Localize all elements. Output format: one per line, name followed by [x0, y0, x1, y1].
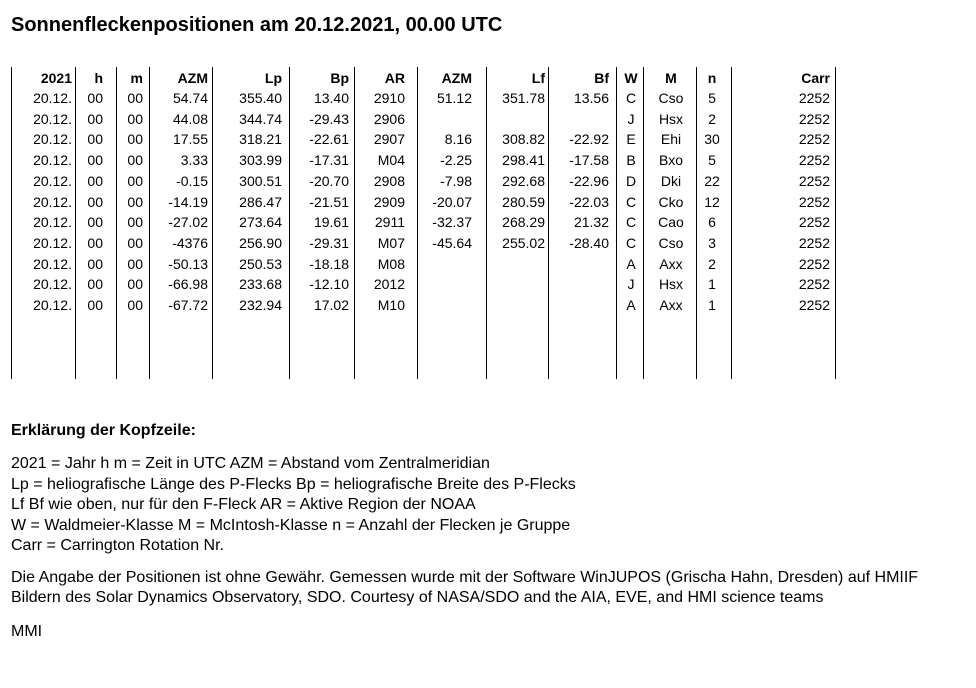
table-cell: 17.55: [172, 131, 208, 148]
table-cell: 286.47: [239, 193, 282, 210]
table-cell: B: [626, 152, 636, 169]
table-cell: M08: [377, 255, 405, 272]
table-cell: 250.53: [239, 255, 282, 272]
table-cell: 1: [708, 276, 716, 293]
table-row: [10, 274, 840, 295]
table-cell: M10: [377, 297, 405, 313]
table-cell: 20.12.: [33, 152, 72, 169]
table-cell: 00: [87, 152, 103, 169]
table-cell: -67.72: [168, 297, 208, 313]
table-cell: 51.12: [436, 90, 472, 106]
table-cell: -17.58: [569, 152, 609, 169]
table-cell: 00: [127, 234, 143, 251]
table-cell: 30: [704, 131, 720, 148]
column-header: AZM: [441, 70, 472, 86]
table-cell: 00: [87, 234, 103, 251]
table-cell: 255.02: [502, 234, 545, 251]
table-cell: 268.29: [502, 214, 545, 231]
table-cell: 2: [708, 255, 716, 272]
table-cell: 8.16: [444, 131, 472, 148]
table-cell: -29.31: [309, 234, 349, 251]
explanation-line: Carr = Carrington Rotation Nr.: [11, 537, 224, 554]
table-cell: [412, 254, 472, 275]
table-cell: [550, 274, 609, 295]
table-cell: 3: [708, 234, 716, 251]
table-cell: 300.51: [239, 172, 282, 189]
table-cell: [550, 109, 609, 130]
explanation-line: Lp = heliografische Länge des P-Flecks Bp = heliografische Breite des P-Flecks: [11, 475, 576, 493]
table-cell: 20.12.: [33, 172, 72, 189]
table-cell: 00: [127, 276, 143, 293]
table-cell: A: [626, 297, 636, 313]
column-header: Lp: [264, 70, 282, 86]
table-cell: -22.03: [569, 193, 609, 210]
table-cell: 2910: [373, 90, 405, 106]
table-cell: [478, 274, 545, 295]
table-cell: 232.94: [239, 297, 282, 313]
table-cell: -12.10: [309, 276, 349, 293]
table-cell: 20.12.: [33, 276, 72, 293]
table-cell: -2.25: [440, 152, 472, 169]
table-cell: M04: [377, 152, 405, 169]
table-cell: 273.64: [239, 214, 282, 231]
column-header: AR: [384, 70, 405, 86]
column-header: n: [707, 70, 717, 86]
table-cell: 00: [87, 131, 103, 148]
table-cell: C: [625, 193, 637, 210]
table-cell: 00: [87, 172, 103, 189]
table-row: [10, 295, 840, 316]
table-cell: 2906: [373, 110, 405, 127]
table-cell: -32.37: [432, 214, 472, 231]
table-cell: Cso: [658, 234, 684, 251]
table-cell: 20.12.: [33, 90, 72, 106]
table-cell: -14.19: [168, 193, 208, 210]
table-cell: -22.92: [569, 131, 609, 148]
sunspot-table: [10, 67, 840, 379]
table-cell: Dki: [660, 172, 682, 189]
table-row: [10, 212, 840, 233]
table-cell: -7.98: [440, 172, 472, 189]
table-cell: -22.61: [309, 131, 349, 148]
table-cell: 21.32: [573, 214, 609, 231]
table-cell: 00: [127, 172, 143, 189]
table-cell: [478, 295, 545, 316]
column-header: AZM: [177, 70, 208, 86]
table-cell: 2908: [373, 172, 405, 189]
table-cell: 2252: [798, 214, 830, 231]
table-cell: 00: [127, 152, 143, 169]
explanation-line: W = Waldmeier-Klasse M = McIntosh-Klasse n = Anzahl der Flecken je Gruppe: [11, 516, 571, 534]
column-header: m: [130, 70, 143, 86]
table-cell: Axx: [659, 255, 683, 272]
column-header: 2021: [40, 70, 72, 86]
table-cell: 298.41: [502, 152, 545, 169]
table-cell: 20.12.: [33, 131, 72, 148]
table-cell: 2252: [798, 172, 830, 189]
table-cell: 355.40: [239, 90, 282, 106]
explanation-line: 2021 = Jahr h m = Zeit in UTC AZM = Abstand vom Zentralmeridian: [11, 455, 490, 472]
table-cell: 6: [708, 214, 716, 231]
table-cell: 2252: [798, 276, 830, 293]
table-cell: 2252: [798, 255, 830, 272]
table-cell: 351.78: [502, 90, 545, 106]
table-cell: Bxo: [658, 152, 684, 169]
table-cell: 00: [87, 297, 103, 313]
table-cell: 22: [704, 172, 720, 189]
table-cell: [478, 109, 545, 130]
table-cell: -27.02: [168, 214, 208, 231]
table-cell: 3.33: [180, 152, 208, 169]
table-cell: J: [627, 276, 635, 293]
table-cell: -4376: [172, 234, 208, 251]
table-cell: -28.40: [569, 234, 609, 251]
table-cell: -18.18: [309, 255, 349, 272]
table-cell: 20.12.: [33, 110, 72, 127]
table-cell: -20.07: [432, 193, 472, 210]
table-cell: 1: [708, 297, 716, 313]
table-cell: [412, 109, 472, 130]
table-cell: -45.64: [432, 234, 472, 251]
table-cell: 233.68: [239, 276, 282, 293]
table-cell: 00: [87, 193, 103, 210]
table-cell: 00: [127, 297, 143, 313]
table-row: [10, 109, 840, 130]
table-row: [10, 233, 840, 254]
table-row: [10, 129, 840, 150]
table-cell: -50.13: [168, 255, 208, 272]
table-cell: 00: [127, 90, 143, 106]
table-cell: 2252: [798, 297, 830, 313]
table-cell: 00: [127, 193, 143, 210]
table-cell: 280.59: [502, 193, 545, 210]
table-cell: 5: [708, 152, 716, 169]
table-cell: 00: [127, 255, 143, 272]
table-cell: 2252: [798, 110, 830, 127]
table-cell: 2012: [373, 276, 405, 293]
table-cell: 318.21: [239, 131, 282, 148]
table-cell: Axx: [659, 297, 683, 313]
explanation-line: Lf Bf wie oben, nur für den F-Fleck AR = Aktive Region der NOAA: [11, 496, 476, 513]
table-cell: 2252: [798, 131, 830, 148]
table-row: [10, 88, 840, 109]
table-cell: [412, 274, 472, 295]
table-cell: 344.74: [239, 110, 282, 127]
column-header: Lf: [531, 70, 545, 86]
table-cell: Hsx: [658, 110, 684, 127]
table-cell: 2252: [798, 193, 830, 210]
table-row: [10, 192, 840, 213]
column-header: Carr: [801, 70, 830, 86]
column-header: W: [624, 70, 638, 86]
disclaimer-note: Die Angabe der Positionen ist ohne Gewähr. Gemessen wurde mit der Software WinJUPOS (Grischa Hahn, Dresden) auf HMIIF Bildern des Solar Dynamics Observatory, SDO. Courtesy of NASA/SDO and the AIA, EVE, and HMI science teams: [11, 568, 919, 606]
table-cell: 17.02: [313, 297, 349, 313]
table-cell: 20.12.: [33, 193, 72, 210]
table-cell: 00: [87, 255, 103, 272]
table-cell: 54.74: [172, 90, 208, 106]
table-cell: -20.70: [309, 172, 349, 189]
signature: MMI: [11, 622, 43, 640]
table-cell: 20.12.: [33, 297, 72, 313]
table-cell: 00: [87, 90, 103, 106]
table-cell: -29.43: [309, 110, 349, 127]
table-cell: 13.56: [573, 90, 609, 106]
table-cell: [550, 295, 609, 316]
table-cell: Hsx: [658, 276, 684, 293]
table-cell: A: [626, 255, 636, 272]
column-header: Bf: [594, 70, 609, 86]
table-cell: -17.31: [309, 152, 349, 169]
column-header: h: [94, 70, 103, 86]
table-cell: 20.12.: [33, 214, 72, 231]
explanation-heading: Erklärung der Kopfzeile:: [11, 422, 196, 439]
table-cell: 2911: [374, 214, 405, 231]
table-cell: E: [626, 131, 636, 148]
table-cell: 20.12.: [33, 255, 72, 272]
table-cell: C: [625, 90, 637, 106]
table-cell: 2252: [798, 90, 830, 106]
table-cell: Cao: [658, 214, 684, 231]
column-header: Bp: [330, 70, 349, 86]
table-cell: -21.51: [309, 193, 349, 210]
table-cell: 00: [87, 110, 103, 127]
table-row: [10, 171, 840, 192]
table-cell: 20.12.: [33, 234, 72, 251]
table-cell: Cso: [658, 90, 684, 106]
table-cell: 00: [87, 214, 103, 231]
table-cell: 308.82: [502, 131, 545, 148]
table-cell: 292.68: [502, 172, 545, 189]
table-cell: M07: [377, 234, 405, 251]
table-cell: 256.90: [239, 234, 282, 251]
table-cell: 2: [708, 110, 716, 127]
table-cell: 13.40: [313, 90, 349, 106]
table-cell: 303.99: [239, 152, 282, 169]
table-cell: D: [625, 172, 637, 189]
table-cell: -66.98: [168, 276, 208, 293]
table-cell: 12: [704, 193, 720, 210]
explanation-lines: [11, 454, 971, 557]
table-cell: -0.15: [176, 172, 208, 189]
table-cell: Cko: [658, 193, 684, 210]
table-cell: C: [625, 214, 637, 231]
table-cell: 2252: [798, 234, 830, 251]
column-header: M: [665, 70, 677, 86]
table-cell: -22.96: [569, 172, 609, 189]
table-cell: Ehi: [660, 131, 682, 148]
table-row: [10, 150, 840, 171]
table-cell: C: [625, 234, 637, 251]
page-title: Sonnenfleckenpositionen am 20.12.2021, 00.00 UTC: [11, 14, 503, 36]
explanation-section: [11, 422, 971, 641]
table-cell: 00: [127, 214, 143, 231]
table-cell: 2252: [798, 152, 830, 169]
table-cell: 00: [127, 110, 143, 127]
table-cell: J: [627, 110, 635, 127]
table-cell: 19.61: [313, 214, 349, 231]
table-cell: 2907: [373, 131, 405, 148]
table-row: [10, 254, 840, 275]
table-cell: 00: [87, 276, 103, 293]
table-cell: 2909: [373, 193, 405, 210]
table-cell: [550, 254, 609, 275]
table-cell: 5: [708, 90, 716, 106]
table-cell: 44.08: [172, 110, 208, 127]
table-cell: [412, 295, 472, 316]
table-cell: [478, 254, 545, 275]
table-cell: 00: [127, 131, 143, 148]
